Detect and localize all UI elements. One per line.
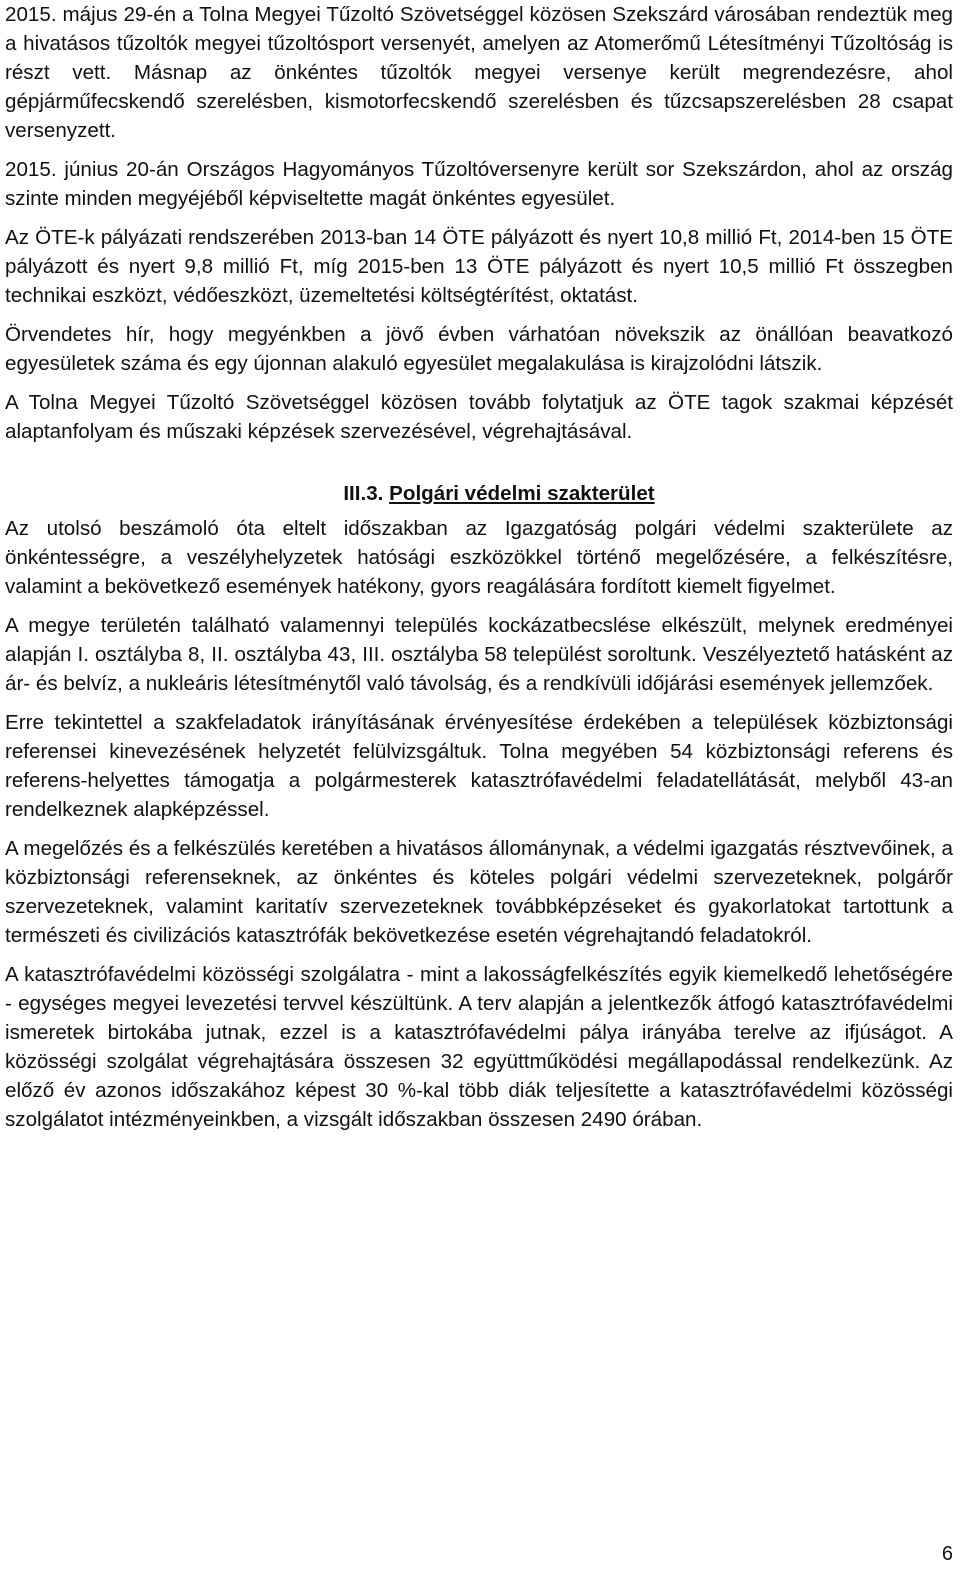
paragraph-civil-protection-focus: Az utolsó beszámoló óta eltelt időszakban az Igazgatóság polgári védelmi szakterülete az önkéntességre, a veszélyhelyzetek hatósági eszközökkel történő megelőzésére, a felkészítésre, valamint a bekövetkező események hatékony, gyors reagálására fordított kiemelt figyelmet. (5, 517, 953, 598)
paragraph-community-service: A katasztrófavédelmi közösségi szolgálatra - mint a lakosságfelkészítés egyik kiemelkedő lehetőségére - egységes megyei levezetési tervvel készültünk. A terv alapján a jelentkezők átfogó katasztrófavédelmi ismeretek birtokába jutnak, ezzel is a katasztrófavédelmi pálya irányába terelve az ifjúságot. A közösségi szolgálat végrehajtására összesen 32 együttműködési megállapodással rendelkezünk. Az előző év azonos időszakához képest 30 %-kal több diák teljesítette a katasztrófavédelmi közösségi szolgálatot intézményeinkben, a vizsgált időszakban összesen 2490 órában. (5, 963, 953, 1131)
page-number: 6 (941, 1543, 953, 1565)
paragraph-traditional-competition: 2015. június 20-án Országos Hagyományos Tűzoltóversenyre került sor Szekszárdon, ahol az ország szinte minden megyéjéből képviseltette magát önkéntes egyesület. (5, 158, 953, 210)
section-heading (5, 479, 953, 508)
paragraph-new-associations: Örvendetes hír, hogy megyénkben a jövő évben várhatóan növekszik az önállóan beavatkozó egyesületek száma és egy újonnan alakuló egyesület megalakulása is kirajzolódni látszik. (5, 323, 953, 375)
section-number: III.3. (343, 482, 384, 505)
paragraph-trainings: A megelőzés és a felkészülés keretében a hivatásos állománynak, a védelmi igazgatás résztvevőinek, a közbiztonsági referenseknek, az önkéntes és köteles polgári védelmi szervezeteknek, polgárőr szervezeteknek, valamint karitatív szervezeteknek továbbképzéseket és gyakorlatokat tartottunk a természeti és civilizációs katasztrófák bekövetkezése esetén végrehajtandó feladatokról. (5, 837, 953, 947)
paragraph-fire-sport-competition: 2015. május 29-én a Tolna Megyei Tűzoltó Szövetséggel közösen Szekszárd városában rendeztük meg a hivatásos tűzoltók megyei tűzoltósport versenyét, amelyen az Atomerőmű Létesítményi Tűzoltóság is részt vett. Másnap az önkéntes tűzoltók megyei versenye került megrendezésre, ahol gépjárműfecskendő szerelésben, kismotorfecskendő szerelésben és tűzcsapszerelésben 28 csapat versenyzett. (5, 3, 953, 142)
document-body (5, 0, 953, 1144)
paragraph-ote-tender: Az ÖTE-k pályázati rendszerében 2013-ban 14 ÖTE pályázott és nyert 10,8 millió Ft, 2014-ben 15 ÖTE pályázott és nyert 9,8 millió Ft, míg 2015-ben 13 ÖTE pályázott és nyert 10,5 millió Ft összegben technikai eszközt, védőeszközt, üzemeltetési költségtérítést, oktatást. (5, 226, 953, 307)
section-title: Polgári védelmi szakterület (389, 482, 655, 505)
paragraph-risk-assessment: A megye területén található valamennyi település kockázatbecslése elkészült, melynek eredményei alapján I. osztályba 8, II. osztályba 43, III. osztályba 58 települést soroltunk. Veszélyeztető hatásként az ár- és belvíz, a nukleáris létesítménytől való távolság, és a rendkívüli időjárási események jellemzőek. (5, 614, 953, 695)
paragraph-safety-referents: Erre tekintettel a szakfeladatok irányításának érvényesítése érdekében a települések közbiztonsági referensei kinevezésének helyzetét felülvizsgáltuk. Tolna megyében 54 közbiztonsági referens és referens-helyettes támogatja a polgármesterek katasztrófavédelmi feladatellátását, melyből 43-an rendelkeznek alapképzéssel. (5, 711, 953, 821)
paragraph-ote-training: A Tolna Megyei Tűzoltó Szövetséggel közösen tovább folytatjuk az ÖTE tagok szakmai képzését alaptanfolyam és műszaki képzések szervezésével, végrehajtásával. (5, 391, 953, 443)
